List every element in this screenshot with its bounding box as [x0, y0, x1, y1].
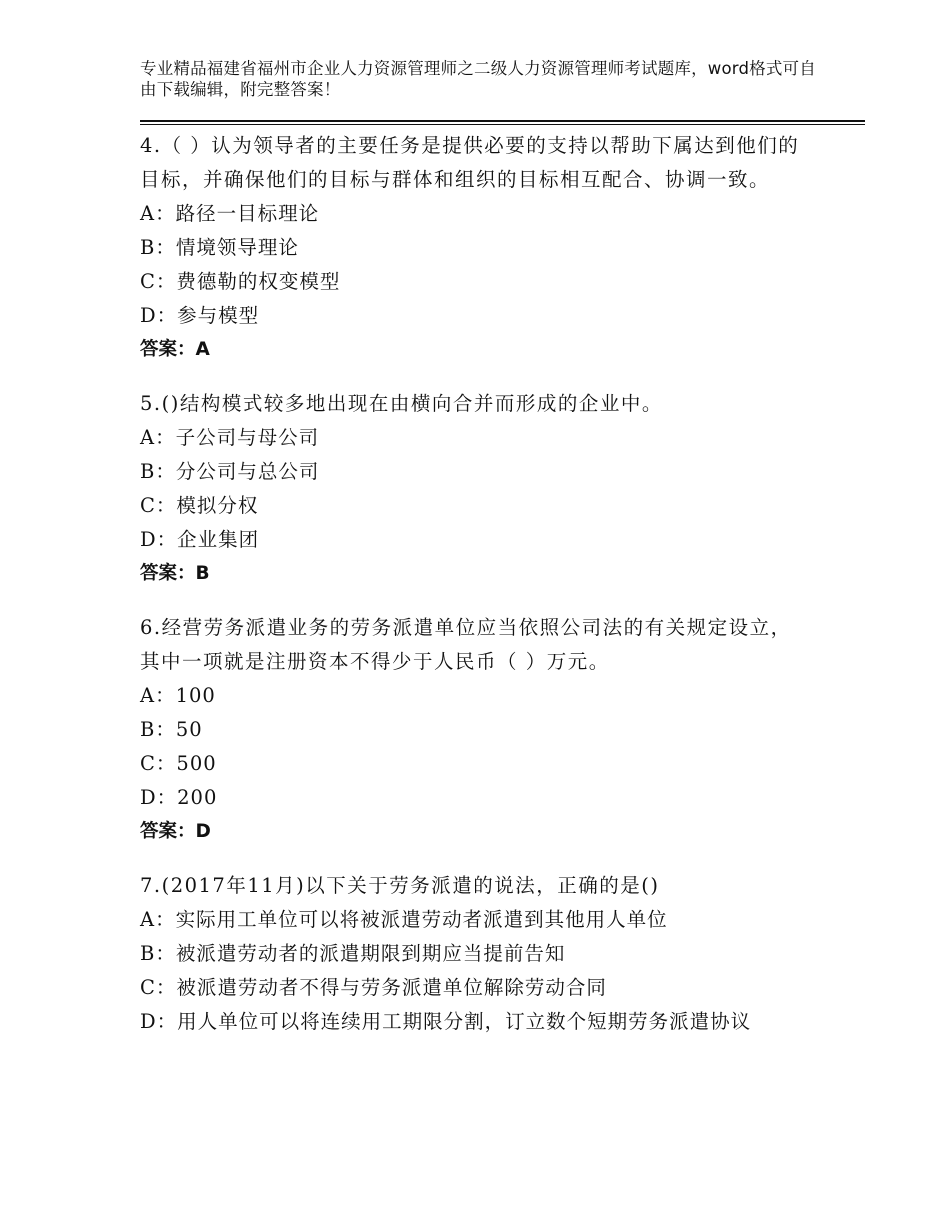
document-header: 专业精品福建省福州市企业人力资源管理师之二级人力资源管理师考试题库，word格式可自由下载编辑，附完整答案！ — [140, 59, 816, 99]
option-d: D：用人单位可以将连续用工期限分割，订立数个短期劳务派遣协议 — [140, 1010, 752, 1033]
option-a: A：路径一目标理论 — [140, 202, 320, 225]
answer-line: 答案：D — [140, 821, 211, 842]
answer-line: 答案：B — [140, 563, 210, 584]
answer-line: 答案：A — [140, 339, 210, 360]
question-5 — [140, 386, 800, 591]
question-list — [140, 128, 800, 1058]
question-stem: 6.经营劳务派遣业务的劳务派遣单位应当依照公司法的有关规定设立，其中一项就是注册资本不得少于人民币（ ）万元。 — [140, 616, 792, 673]
question-stem: 7.(2017年11月)以下关于劳务派遣的说法，正确的是() — [140, 874, 660, 897]
option-d: D：200 — [140, 786, 218, 809]
option-d: D：企业集团 — [140, 528, 260, 551]
option-a: A：100 — [140, 684, 216, 707]
option-d: D：参与模型 — [140, 304, 260, 327]
question-4 — [140, 128, 800, 367]
option-c: C：模拟分权 — [140, 494, 259, 517]
option-a: A：实际用工单位可以将被派遣劳动者派遣到其他用人单位 — [140, 908, 668, 931]
question-7 — [140, 868, 800, 1039]
option-b: B：50 — [140, 718, 203, 741]
question-stem: 4.（ ）认为领导者的主要任务是提供必要的支持以帮助下属达到他们的目标，并确保他们的目标与群体和组织的目标相互配合、协调一致。 — [140, 134, 800, 191]
option-b: B：情境领导理论 — [140, 236, 299, 259]
header-rule-thin — [140, 124, 865, 125]
option-c: C：被派遣劳动者不得与劳务派遣单位解除劳动合同 — [140, 976, 607, 999]
header-rule-thick — [140, 120, 865, 122]
option-b: B：分公司与总公司 — [140, 460, 320, 483]
option-b: B：被派遣劳动者的派遣期限到期应当提前告知 — [140, 942, 566, 965]
option-a: A：子公司与母公司 — [140, 426, 320, 449]
option-c: C：500 — [140, 752, 217, 775]
question-stem: 5.()结构模式较多地出现在由横向合并而形成的企业中。 — [140, 392, 663, 415]
option-c: C：费德勒的权变模型 — [140, 270, 341, 293]
question-6 — [140, 610, 800, 849]
